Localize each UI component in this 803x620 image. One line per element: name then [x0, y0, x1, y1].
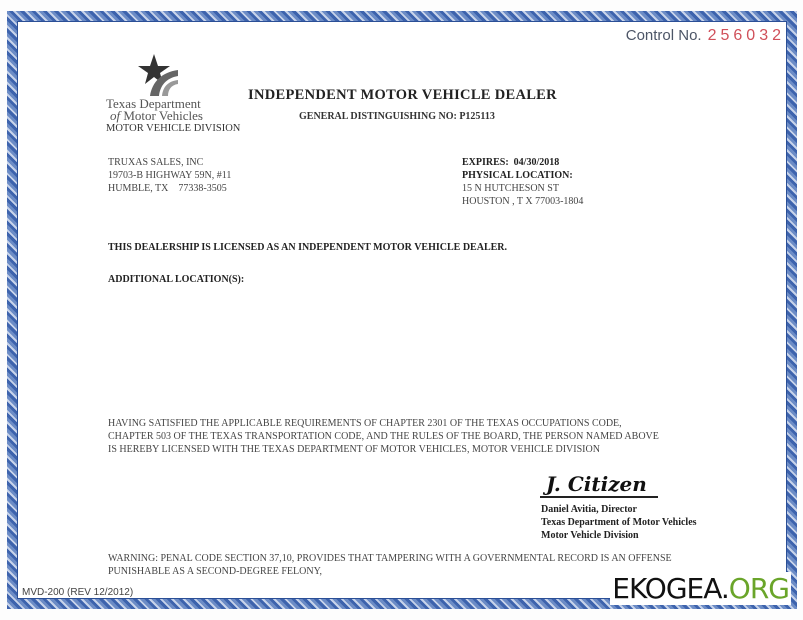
licensed-statement: THIS DEALERSHIP IS LICENSED AS AN INDEPENDENT MOTOR VEHICLE DEALER.	[108, 242, 507, 253]
control-number	[626, 27, 785, 45]
dealer-name: TRUXAS SALES, INC	[108, 157, 204, 168]
certification-text	[108, 417, 659, 456]
watermark	[610, 572, 791, 605]
signatory-name: Daniel Avitia, Director	[541, 504, 637, 515]
control-label: Control No.	[625, 27, 702, 44]
expires: EXPIRES: 04/30/2018	[462, 157, 560, 168]
physical-address1: 15 N HUTCHESON ST	[462, 183, 559, 194]
gdn-number: GENERAL DISTINGUISHING NO: P125113	[299, 111, 495, 122]
signatory	[541, 503, 697, 542]
txdmv-logo	[106, 52, 246, 135]
watermark-suffix: ORG	[728, 572, 789, 605]
logo-motor-vehicles: Motor Vehicles	[123, 108, 203, 123]
physical-label: PHYSICAL LOCATION:	[462, 170, 573, 181]
warning-line: PUNISHABLE AS A SECOND-DEGREE FELONY,	[108, 566, 323, 577]
certification-line: CHAPTER 503 OF THE TEXAS TRANSPORTATION CODE, AND THE RULES OF THE BOARD, THE PERSON NAMED ABOVE	[108, 431, 659, 442]
certification-line: IS HEREBY LICENSED WITH THE TEXAS DEPARTMENT OF MOTOR VEHICLES, MOTOR VEHICLE DIVISION	[108, 444, 600, 455]
warning-line: WARNING: PENAL CODE SECTION 37,10, PROVIDES THAT TAMPERING WITH A GOVERNMENTAL RECORD IS AN OFFENSE	[108, 553, 672, 564]
star-road-icon	[132, 52, 182, 98]
additional-locations: ADDITIONAL LOCATION(S):	[108, 274, 245, 285]
logo-line3: MOTOR VEHICLE DIVISION	[106, 123, 241, 134]
form-id: MVD-200 (REV 12/2012)	[22, 587, 134, 598]
warning-text	[108, 552, 672, 578]
dealer-address	[108, 156, 231, 195]
signatory-division: Motor Vehicle Division	[541, 530, 639, 541]
logo-of: of	[110, 108, 121, 123]
logo-line1: Texas Department	[106, 96, 201, 111]
director-signature: J. Citizen	[540, 472, 658, 498]
physical-location	[462, 156, 583, 208]
physical-address2: HOUSTON , T X 77003-1804	[462, 196, 584, 207]
logo-line2	[106, 110, 246, 122]
dealer-address1: 19703-B HIGHWAY 59N, #11	[108, 170, 232, 181]
signatory-org: Texas Department of Motor Vehicles	[541, 517, 697, 528]
certification-line: HAVING SATISFIED THE APPLICABLE REQUIREMENTS OF CHAPTER 2301 OF THE TEXAS OCCUPATIONS CODE,	[108, 418, 622, 429]
watermark-main: EKOGEA.	[612, 572, 729, 605]
certificate-title: INDEPENDENT MOTOR VEHICLE DEALER	[248, 87, 557, 103]
dealer-address2: HUMBLE, TX 77338-3505	[108, 183, 227, 194]
control-value: 256032	[707, 27, 785, 44]
